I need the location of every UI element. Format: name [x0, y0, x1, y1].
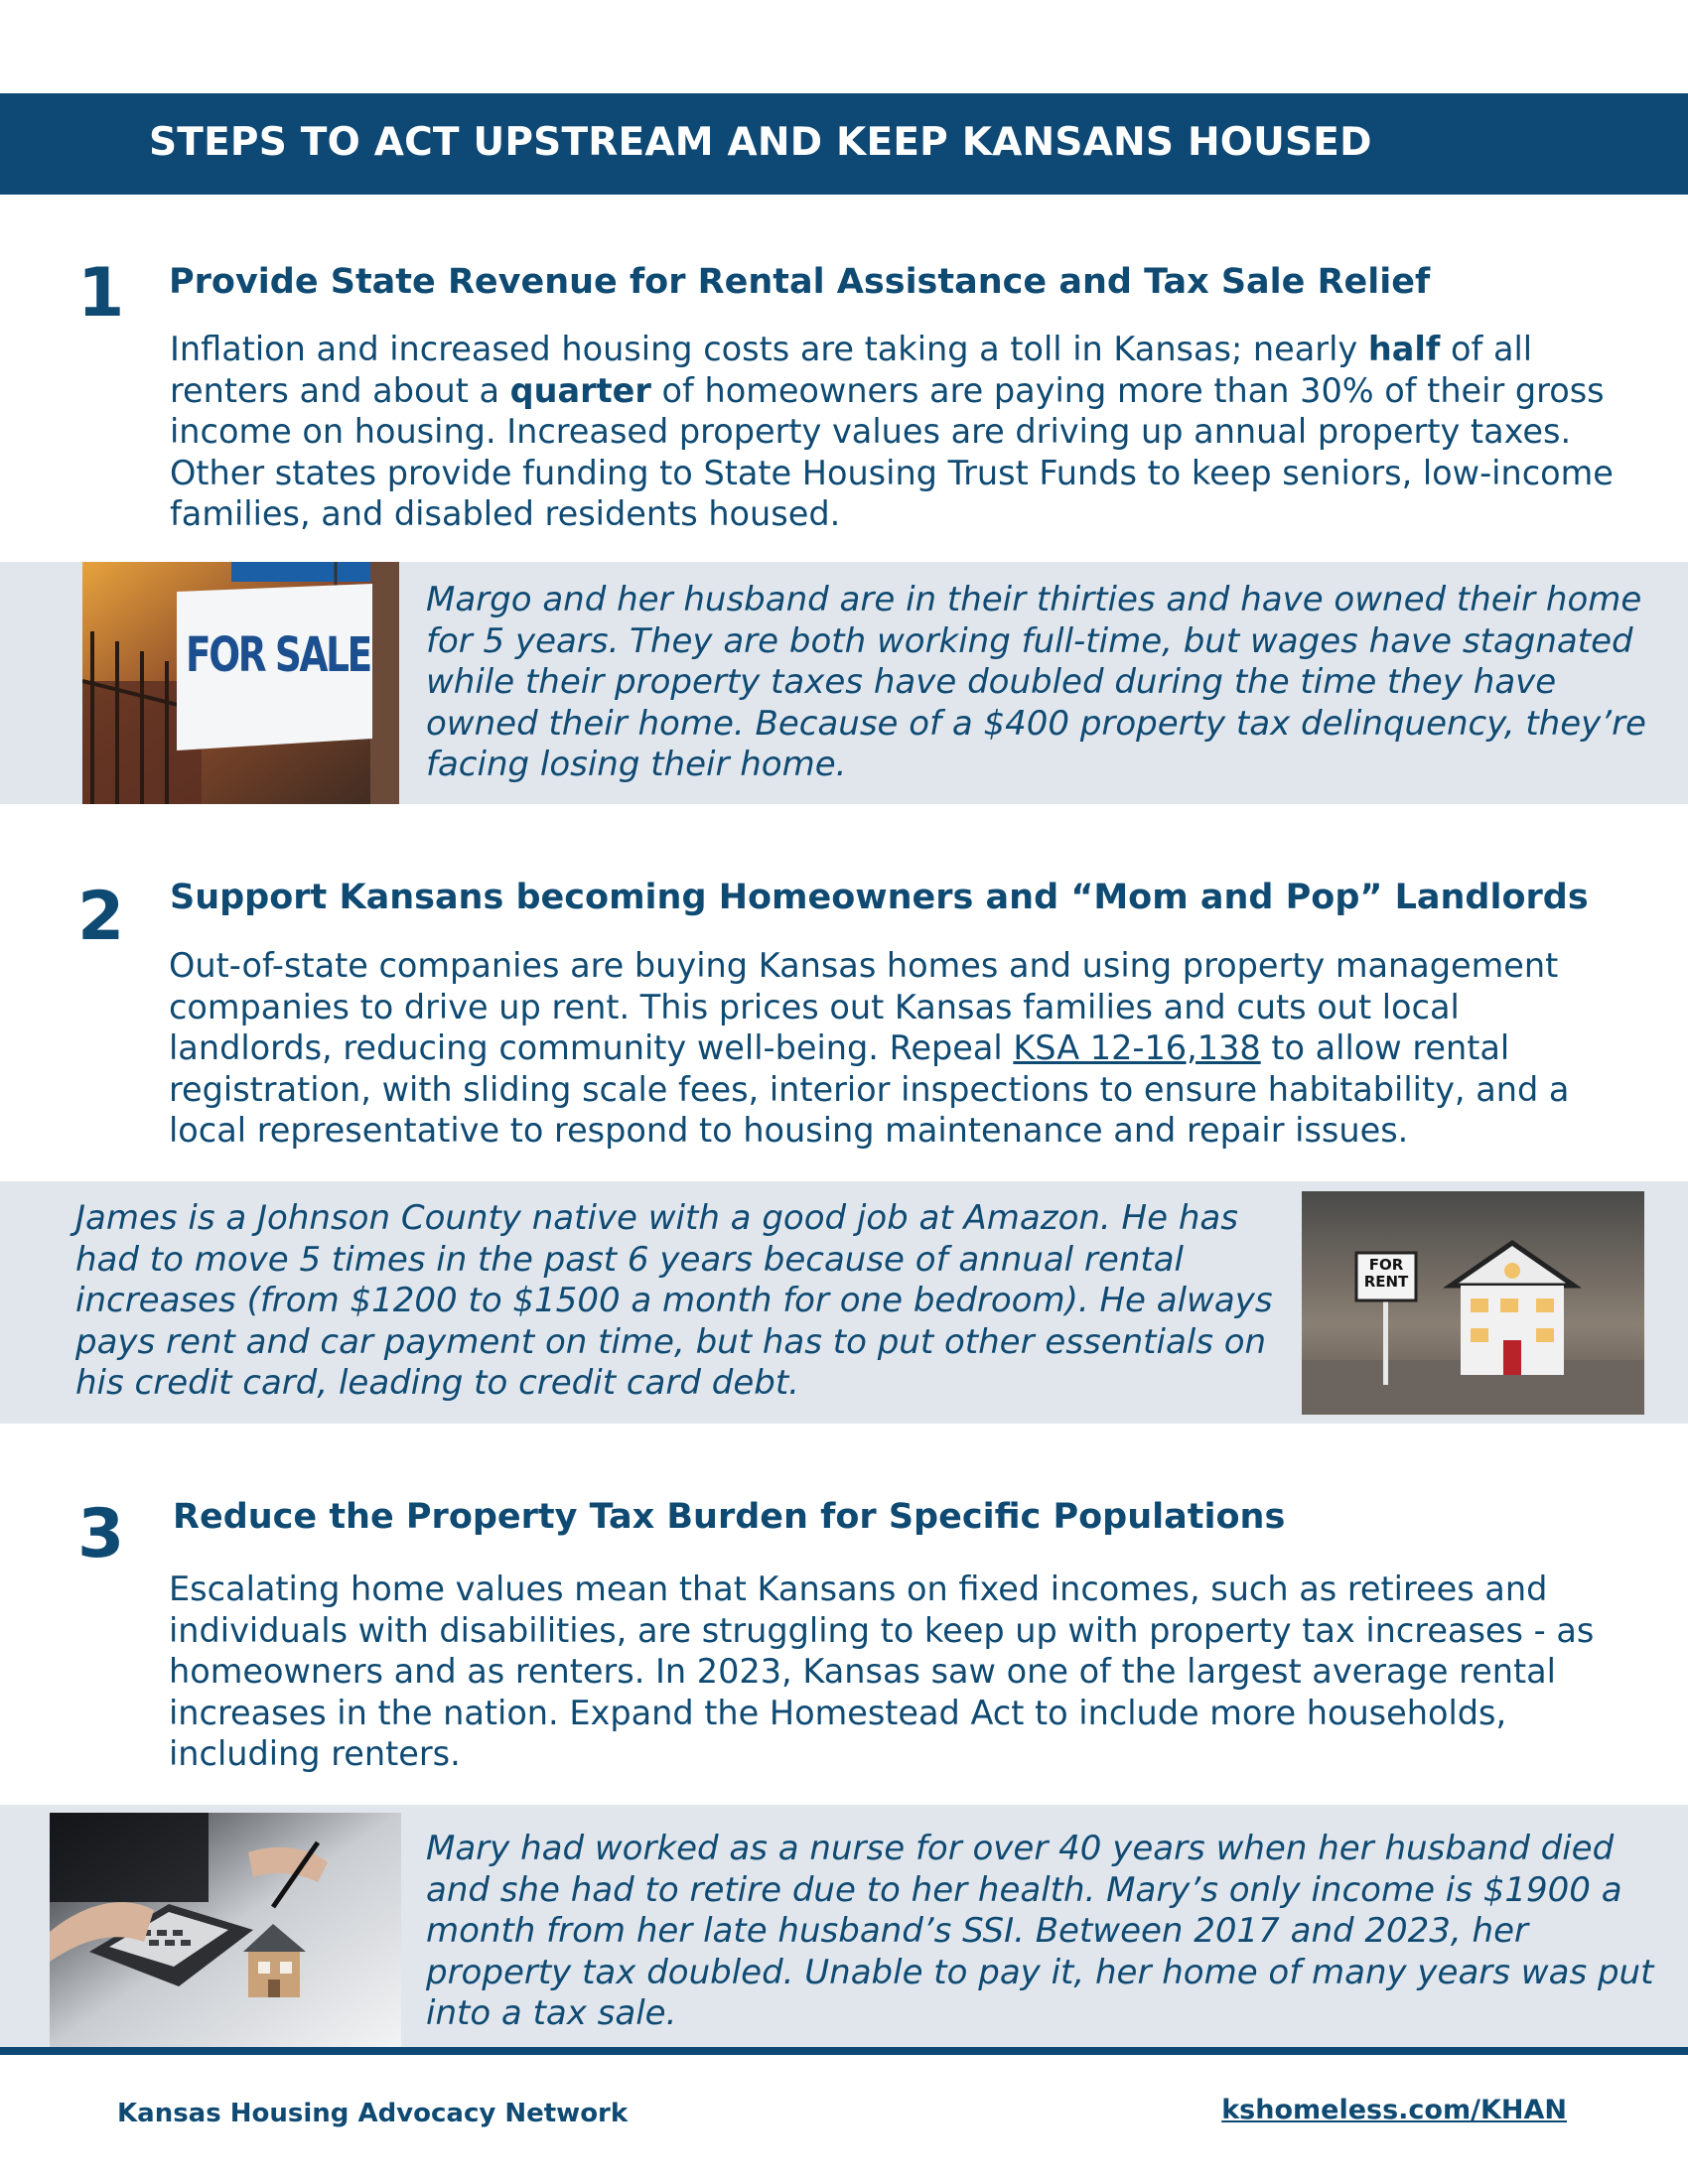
- title-banner: [0, 93, 1688, 195]
- calculator-house-photo: [50, 1813, 401, 2047]
- page-title: STEPS TO ACT UPSTREAM AND KEEP KANSANS HOUSED: [149, 120, 1372, 165]
- step-heading-3: Reduce the Property Tax Burden for Specific Populations: [173, 1497, 1286, 1537]
- for-rent-sign-text-bottom: RENT: [1363, 1273, 1409, 1291]
- story-text-3: Mary had worked as a nurse for over 40 years when her husband died and she had to retire due to her health. Mary’s only income is $1900 a month from her late husband’s SSI. Between 2017 and 2023, her property tax doubled. Unable to pay it, her home of many years was put into a tax sale.: [426, 1829, 1654, 2034]
- step-number-1: 1: [77, 254, 125, 333]
- footer-divider: [0, 2047, 1688, 2055]
- step-number-3: 3: [77, 1495, 125, 1573]
- footer-website-link[interactable]: kshomeless.com/KHAN: [1221, 2095, 1567, 2125]
- step-body-1: Inflation and increased housing costs are taking a toll in Kansas; nearly half of all renters and about a quarter of homeowners are paying more than 30% of their gross income on housing. Increased property values are driving up annual property taxes. Other states provide funding to State Housing Trust Funds to keep seniors, low-income families, and disabled residents housed.: [170, 330, 1614, 534]
- step-heading-2: Support Kansans becoming Homeowners and “Mom and Pop” Landlords: [170, 878, 1589, 917]
- step-body-2: Out-of-state companies are buying Kansas homes and using property management companies to drive up rent. This prices out Kansas families and cuts out local landlords, reducing community well-being. Repeal KSA 12-16,138 to allow rental registration, with sliding scale fees, interior inspections to ensure habitability, and a local representative to respond to housing maintenance and repair issues.: [169, 946, 1570, 1151]
- step-number-2: 2: [77, 878, 125, 956]
- ksa-statute-link[interactable]: KSA 12-16,138: [1013, 1028, 1261, 1068]
- for-sale-sign-text: FOR SALE: [186, 627, 370, 683]
- footer-organization: Kansas Housing Advocacy Network: [117, 2099, 629, 2128]
- story-text-2: James is a Johnson County native with a good job at Amazon. He has had to move 5 times in the past 6 years because of annual rental increases (from $1200 to $1500 a month for one bedroom). He always pays rent and car payment on time, but has to put other essentials on his credit card, leading to credit card debt.: [75, 1198, 1273, 1404]
- for-sale-sign-photo: [82, 562, 399, 804]
- step-body-3: Escalating home values mean that Kansans on fixed incomes, such as retirees and individuals with disabilities, are struggling to keep up with property tax increases - as homeowners and as renters. In 2023, Kansas saw one of the largest average rental increases in the nation. Expand the Homestead Act to include more households, including renters.: [169, 1570, 1595, 1774]
- for-rent-sign-text-top: FOR: [1368, 1256, 1404, 1274]
- step-heading-1: Provide State Revenue for Rental Assistance and Tax Sale Relief: [169, 262, 1431, 302]
- for-rent-house-photo: [1302, 1191, 1644, 1415]
- story-text-1: Margo and her husband are in their thirties and have owned their home for 5 years. They are both working full-time, but wages have stagnated while their property taxes have doubled during the time they have owned their home. Because of a $400 property tax delinquency, they’re facing losing their home.: [426, 580, 1646, 785]
